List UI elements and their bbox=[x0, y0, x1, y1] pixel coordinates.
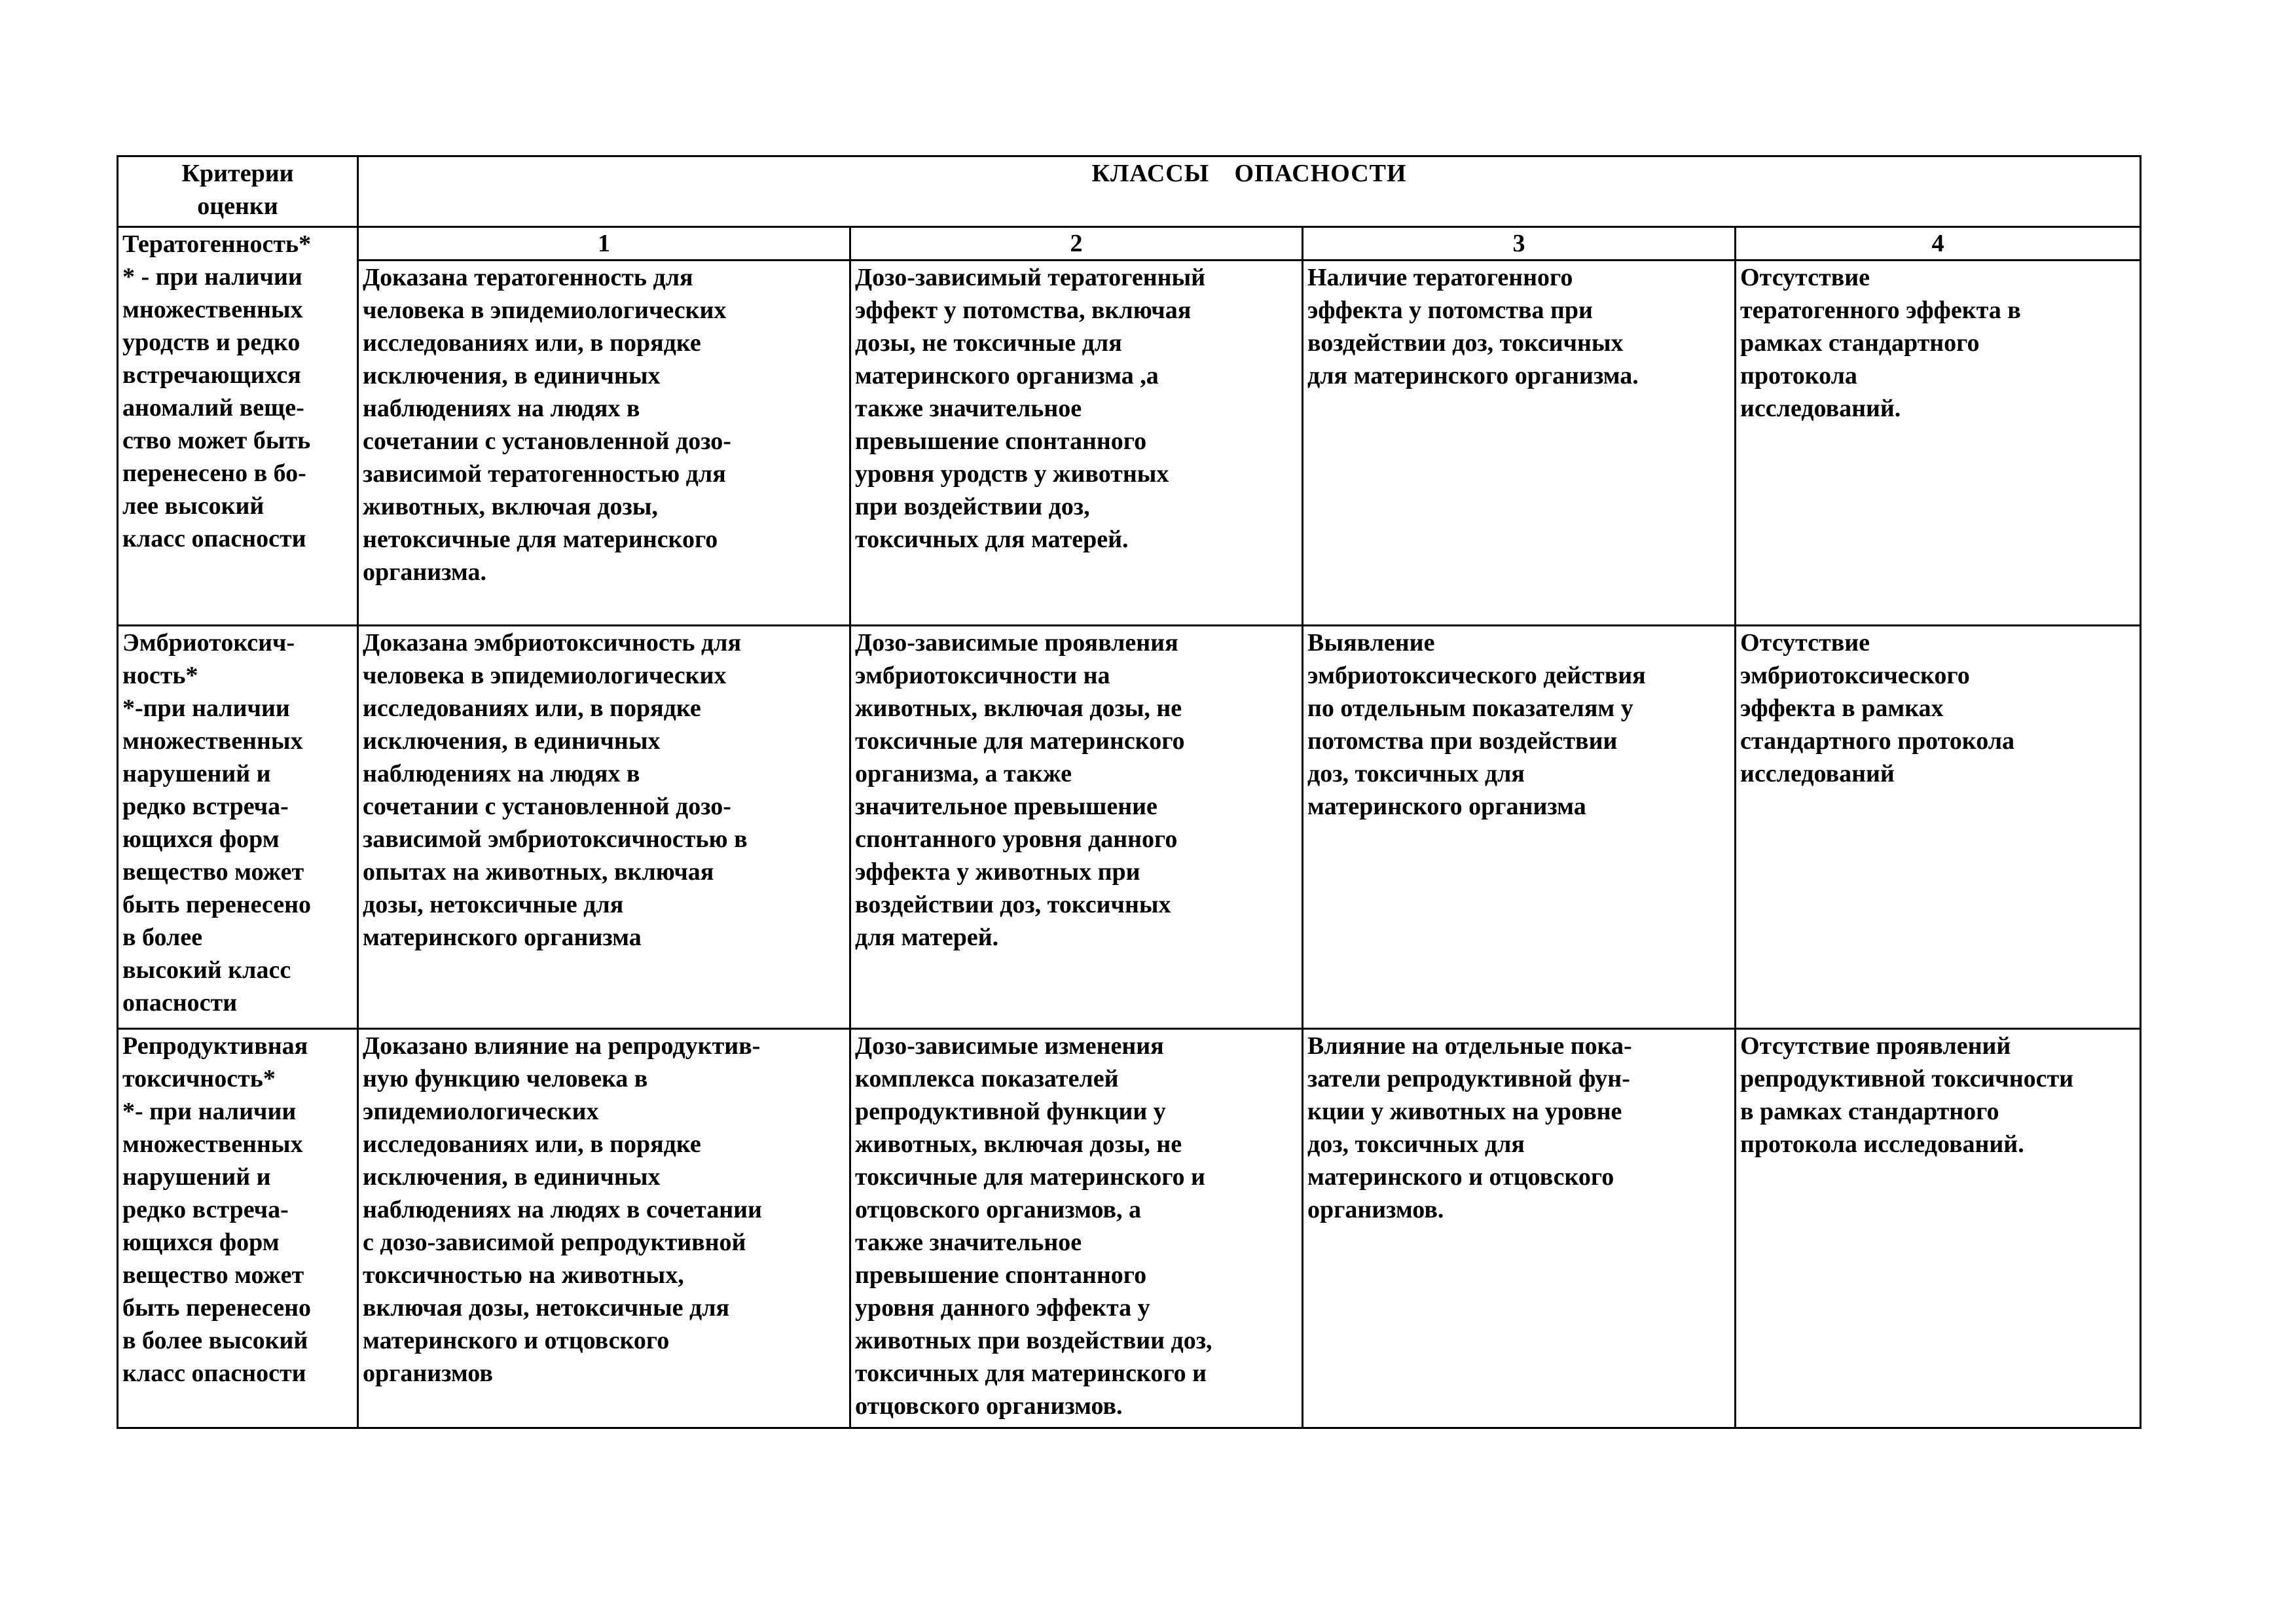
header-row bbox=[118, 156, 2141, 227]
cell-embryotoxicity-class-1: Доказана эмбриотоксичность для человека в эпидемиологических исследованиях или, в порядке исключения, в единичных наблюдениях на людях в сочетании с установленной дозо- зависимой эмбриотоксичностью в опытах на животных, включая дозы, нетоксичные для материнского организма bbox=[358, 626, 850, 1029]
cell-teratogenicity-class-4: Отсутствие тератогенного эффекта в рамках стандартного протокола исследований. bbox=[1736, 261, 2141, 626]
cell-teratogenicity-class-1: Доказана тератогенность для человека в эпидемиологических исследованиях или, в порядке исключения, в единичных наблюдениях на людях в сочетании с установленной дозо- зависимой тератогенностью для животных, включая дозы, нетоксичные для материнского организма. bbox=[358, 261, 850, 626]
hazard-classes-header: КЛАССЫ ОПАСНОСТИ bbox=[358, 156, 2141, 227]
cell-embryotoxicity-class-2: Дозо-зависимые проявления эмбриотоксичности на животных, включая дозы, не токсичные для материнского организма, а также значительное превышение спонтанного уровня данного эффекта у животных при воздействии доз, токсичных для матерей. bbox=[850, 626, 1303, 1029]
cell-embryotoxicity-class-3: Выявление эмбриотоксического действия по отдельным показателям у потомства при воздействии доз, токсичных для материнского организма bbox=[1303, 626, 1736, 1029]
cell-teratogenicity-class-2: Дозо-зависимый тератогенный эффект у потомства, включая дозы, не токсичные для материнского организма ,а также значительное превышение спонтанного уровня уродств у животных при воздействии доз, токсичных для матерей. bbox=[850, 261, 1303, 626]
table-row bbox=[118, 626, 2141, 1029]
cell-embryotoxicity-class-4: Отсутствие эмбриотоксического эффекта в рамках стандартного протокола исследований bbox=[1736, 626, 2141, 1029]
class-number-3: 3 bbox=[1303, 227, 1736, 261]
criteria-header: Критерии оценки bbox=[118, 156, 358, 227]
criterion-title: Тератогенность* bbox=[122, 230, 312, 258]
cell-reproductive-class-4: Отсутствие проявлений репродуктивной токсичности в рамках стандартного протокола исследований. bbox=[1736, 1029, 2141, 1428]
class-number-4: 4 bbox=[1736, 227, 2141, 261]
table-row bbox=[118, 261, 2141, 626]
cell-reproductive-class-2: Дозо-зависимые изменения комплекса показателей репродуктивной функции у животных, включая дозы, не токсичные для материнского и отцовского организмов, а также значительное превышение спонтанного уровня данного эффекта у животных при воздействии доз, токсичных для материнского и отцовского организмов. bbox=[850, 1029, 1303, 1428]
cell-reproductive-class-1: Доказано влияние на репродуктив- ную функцию человека в эпидемиологических исследованиях или, в порядке исключения, в единичных наблюдениях на людях в сочетании с дозо-зависимой репродуктивной токсичностью на животных, включая дозы, нетоксичные для материнского и отцовского организмов bbox=[358, 1029, 850, 1428]
cell-reproductive-class-3: Влияние на отдельные пока- затели репродуктивной фун- кции у животных на уровне доз, токсичных для материнского и отцовского организмов. bbox=[1303, 1029, 1736, 1428]
cell-teratogenicity-class-3: Наличие тератогенного эффекта у потомства при воздействии доз, токсичных для материнского организма. bbox=[1303, 261, 1736, 626]
criterion-teratogenicity bbox=[118, 227, 358, 626]
class-number-row bbox=[118, 227, 2141, 261]
table-row bbox=[118, 1029, 2141, 1428]
criterion-note: * - при наличии множественных уродств и редко встречающихся аномалий веще- ство может быть перенесено в бо- лее высокий класс опасности bbox=[122, 263, 311, 552]
class-number-2: 2 bbox=[850, 227, 1303, 261]
class-number-1: 1 bbox=[358, 227, 850, 261]
criterion-reproductive-toxicity: Репродуктивная токсичность* *- при наличии множественных нарушений и редко встреча- ющихся форм вещество может быть перенесено в более высокий класс опасности bbox=[118, 1029, 358, 1428]
hazard-classes-table bbox=[117, 155, 2141, 1429]
criterion-embryotoxicity: Эмбриотоксич- ность* *-при наличии множественных нарушений и редко встреча- ющихся форм вещество может быть перенесено в более высокий класс опасности bbox=[118, 626, 358, 1029]
